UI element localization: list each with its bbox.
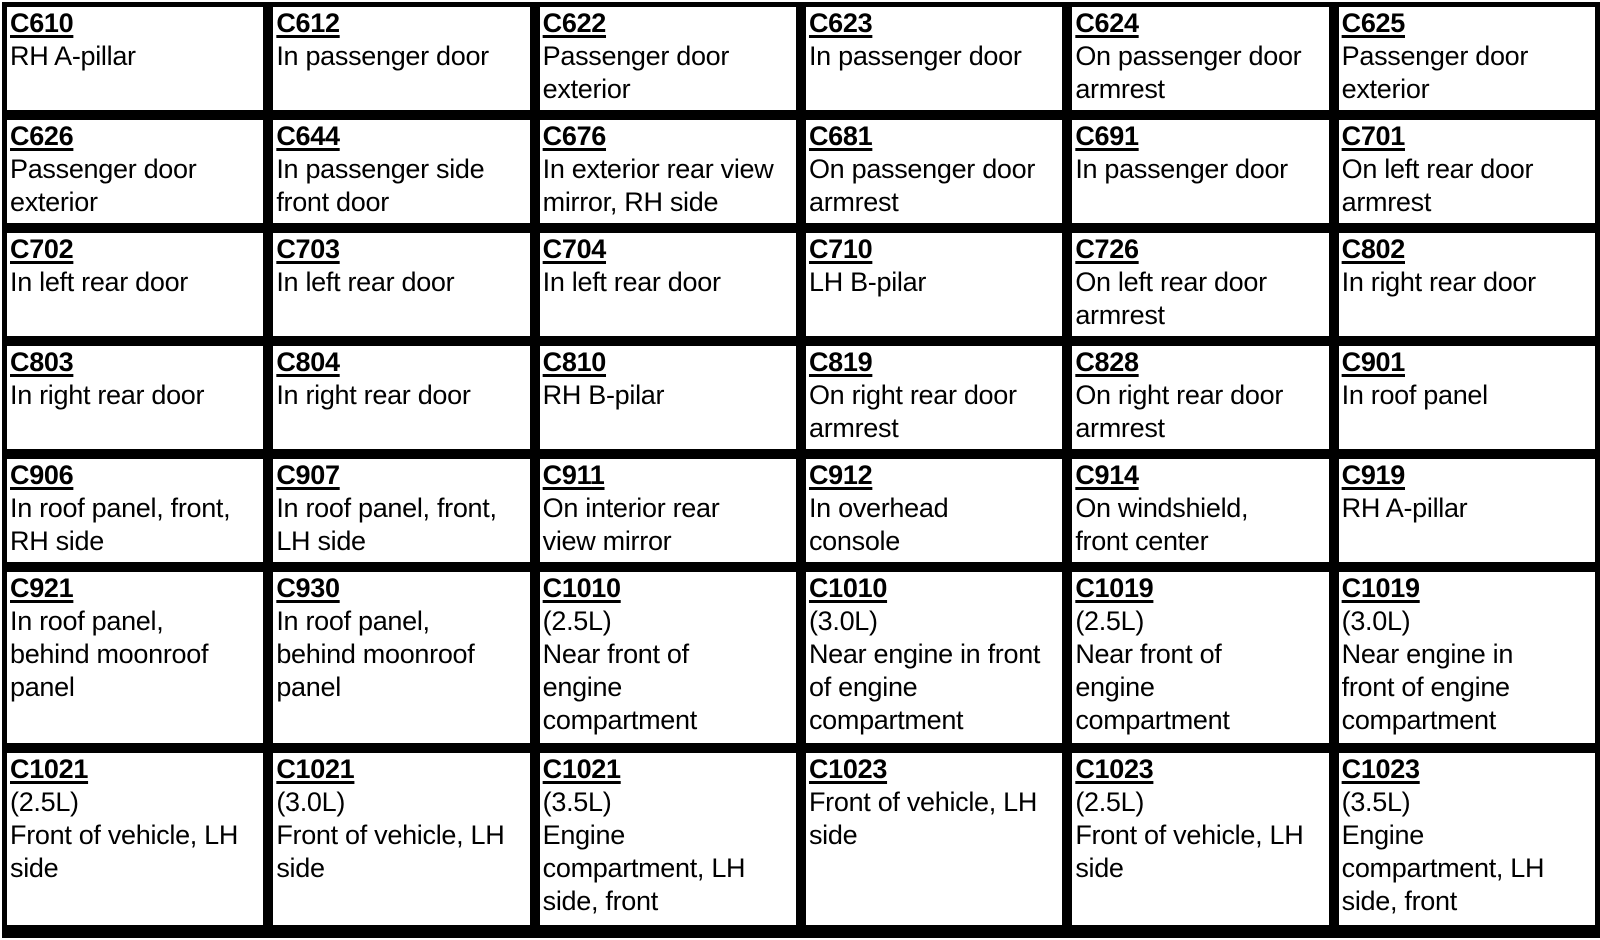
connector-cell <box>1337 5 1597 112</box>
connector-location-text: In right rear door <box>10 380 205 410</box>
connector-location-text: armrest <box>808 187 899 217</box>
connector-cell <box>1070 118 1330 225</box>
connector-location-text: Front of vehicle, LH <box>1075 820 1304 850</box>
connector-location-text: (2.5L) <box>1075 787 1145 817</box>
connector-cell <box>804 751 1064 927</box>
connector-location-text: On right rear door <box>1075 380 1284 410</box>
connector-location-text: In left rear door <box>10 267 188 297</box>
connector-location-text: In right rear door <box>1341 267 1536 297</box>
connector-code: C691 <box>1075 121 1139 151</box>
connector-cell <box>5 751 265 927</box>
connector-location-text: (2.5L) <box>542 606 612 636</box>
connector-location-text: On left rear door <box>1075 267 1267 297</box>
connector-location-text: side <box>10 853 59 883</box>
connector-location-text: (3.5L) <box>542 787 612 817</box>
connector-code: C1021 <box>10 754 89 784</box>
connector-location-text: (3.5L) <box>1341 787 1411 817</box>
connector-location-text: compartment <box>542 705 697 735</box>
connector-location-text: In passenger door <box>808 41 1022 71</box>
connector-code: C919 <box>1341 460 1405 490</box>
connector-code: C701 <box>1341 121 1405 151</box>
connector-code: C676 <box>542 121 607 151</box>
connector-location-text: side <box>276 853 325 883</box>
connector-location-text: In roof panel <box>1341 380 1488 410</box>
connector-code: C710 <box>808 234 873 264</box>
connector-location-text: On passenger door <box>1075 41 1302 71</box>
connector-code: C802 <box>1341 234 1405 264</box>
connector-cell <box>5 344 265 451</box>
connector-cell <box>1337 118 1597 225</box>
connector-location-text: Engine <box>542 820 625 850</box>
connector-cell <box>5 231 265 338</box>
connector-code: C704 <box>542 234 607 264</box>
connector-location-text: front center <box>1075 526 1209 556</box>
connector-location-text: Engine <box>1341 820 1424 850</box>
connector-code: C1010 <box>542 573 621 603</box>
connector-location-text: panel <box>10 672 75 702</box>
connector-location-text: compartment <box>1075 705 1230 735</box>
connector-location-text: compartment <box>808 705 964 735</box>
connector-code: C828 <box>1075 347 1139 377</box>
connector-code: C681 <box>808 121 873 151</box>
connector-location-text: Front of vehicle, LH <box>276 820 505 850</box>
connector-code: C726 <box>1075 234 1139 264</box>
connector-cell <box>271 751 531 927</box>
connector-code: C803 <box>10 347 74 377</box>
connector-cell <box>5 457 265 564</box>
connector-cell <box>538 570 798 745</box>
connector-code: C626 <box>10 121 74 151</box>
connector-cell <box>804 457 1064 564</box>
connector-cell <box>1070 231 1330 338</box>
connector-location-text: Passenger door <box>542 41 730 71</box>
connector-location-text: In exterior rear view <box>542 154 774 184</box>
connector-location-text: On interior rear <box>542 493 720 523</box>
connector-location-text: of engine <box>808 672 918 702</box>
connector-location-text: In left rear door <box>542 267 721 297</box>
connector-code: C1021 <box>542 754 621 784</box>
connector-cell <box>5 570 265 745</box>
connector-location-text: side <box>1075 853 1124 883</box>
connector-cell <box>804 118 1064 225</box>
connector-location-text: (2.5L) <box>1075 606 1145 636</box>
connector-cell <box>1070 570 1330 745</box>
connector-code: C912 <box>808 460 873 490</box>
connector-location-text: front door <box>276 187 389 217</box>
connector-code: C810 <box>542 347 607 377</box>
connector-cell <box>804 231 1064 338</box>
connector-location-table <box>2 2 1600 938</box>
connector-location-text: LH B-pilar <box>808 267 927 297</box>
connector-code: C907 <box>276 460 340 490</box>
connector-location-text: In passenger door <box>276 41 489 71</box>
connector-cell <box>1070 751 1330 927</box>
connector-location-text: compartment, LH <box>1341 853 1545 883</box>
connector-cell <box>804 570 1064 745</box>
connector-location-text: Front of vehicle, LH <box>10 820 239 850</box>
connector-code: C623 <box>808 8 873 38</box>
connector-code: C703 <box>276 234 340 264</box>
connector-cell <box>538 118 798 225</box>
connector-location-text: panel <box>276 672 341 702</box>
connector-location-text: armrest <box>1075 74 1165 104</box>
connector-cell <box>1070 344 1330 451</box>
connector-location-text: RH B-pilar <box>542 380 665 410</box>
connector-cell <box>538 344 798 451</box>
connector-location-text: armrest <box>808 413 899 443</box>
connector-code: C914 <box>1075 460 1139 490</box>
connector-code: C921 <box>10 573 74 603</box>
connector-cell <box>5 118 265 225</box>
connector-code: C911 <box>542 460 605 490</box>
connector-code: C1019 <box>1341 573 1420 603</box>
connector-cell <box>271 5 531 112</box>
connector-code: C906 <box>10 460 74 490</box>
connector-location-text: engine <box>1075 672 1155 702</box>
connector-location-text: In passenger side <box>276 154 485 184</box>
connector-cell <box>538 457 798 564</box>
connector-code: C612 <box>276 8 340 38</box>
connector-cell <box>1337 457 1597 564</box>
connector-location-text: Passenger door <box>1341 41 1529 71</box>
connector-code: C1019 <box>1075 573 1154 603</box>
connector-cell <box>804 344 1064 451</box>
connector-location-text: compartment <box>1341 705 1496 735</box>
connector-code: C702 <box>10 234 74 264</box>
connector-location-text: (3.0L) <box>808 606 878 636</box>
connector-code: C624 <box>1075 8 1139 38</box>
connector-code: C1023 <box>1075 754 1154 784</box>
connector-location-text: In roof panel, <box>276 606 430 636</box>
connector-location-text: RH A-pillar <box>1341 493 1468 523</box>
connector-location-text: armrest <box>1075 413 1165 443</box>
connector-location-text: mirror, RH side <box>542 187 719 217</box>
connector-cell <box>538 5 798 112</box>
connector-code: C930 <box>276 573 340 603</box>
connector-cell <box>538 751 798 927</box>
connector-location-text: behind moonroof <box>276 639 475 669</box>
connector-location-text: In left rear door <box>276 267 455 297</box>
connector-location-text: armrest <box>1075 300 1165 330</box>
connector-cell <box>1337 231 1597 338</box>
connector-cell <box>1337 570 1597 745</box>
connector-location-text: exterior <box>542 74 631 104</box>
connector-location-text: view mirror <box>542 526 672 556</box>
connector-location-text: (2.5L) <box>10 787 79 817</box>
connector-location-text: LH side <box>276 526 366 556</box>
connector-cell <box>538 231 798 338</box>
connector-location-text: In overhead <box>808 493 949 523</box>
connector-cell <box>271 457 531 564</box>
connector-code: C622 <box>542 8 607 38</box>
connector-location-text: compartment, LH <box>542 853 746 883</box>
connector-location-text: Passenger door <box>10 154 197 184</box>
connector-location-text: RH A-pillar <box>10 41 136 71</box>
connector-location-text: Front of vehicle, LH <box>808 787 1038 817</box>
connector-cell <box>271 118 531 225</box>
connector-cell <box>271 344 531 451</box>
connector-cell <box>804 5 1064 112</box>
connector-location-text: Near front of <box>1075 639 1222 669</box>
connector-code: C804 <box>276 347 340 377</box>
connector-cell <box>271 570 531 745</box>
connector-location-text: Near engine in <box>1341 639 1514 669</box>
connector-location-text: (3.0L) <box>1341 606 1411 636</box>
connector-cell <box>1070 5 1330 112</box>
connector-code: C1023 <box>808 754 888 784</box>
connector-location-text: On right rear door <box>808 380 1017 410</box>
connector-location-text: engine <box>542 672 622 702</box>
connector-location-text: side <box>808 820 858 850</box>
connector-location-text: On windshield, <box>1075 493 1249 523</box>
connector-location-text: console <box>808 526 900 556</box>
connector-cell <box>1070 457 1330 564</box>
connector-code: C610 <box>10 8 74 38</box>
connector-location-text: In roof panel, front, <box>10 493 231 523</box>
connector-location-text: In passenger door <box>1075 154 1288 184</box>
connector-cell <box>5 5 265 112</box>
connector-code: C1010 <box>808 573 888 603</box>
connector-location-text: On passenger door <box>808 154 1036 184</box>
connector-location-text: exterior <box>10 187 98 217</box>
connector-location-text: side, front <box>1341 886 1457 916</box>
connector-location-text: Near engine in front <box>808 639 1041 669</box>
connector-code: C1021 <box>276 754 355 784</box>
connector-code: C819 <box>808 347 873 377</box>
connector-code: C625 <box>1341 8 1405 38</box>
connector-location-text: armrest <box>1341 187 1432 217</box>
connector-location-text: behind moonroof <box>10 639 209 669</box>
connector-code: C1023 <box>1341 754 1420 784</box>
connector-location-text: In roof panel, front, <box>276 493 497 523</box>
connector-location-text: In roof panel, <box>10 606 164 636</box>
connector-location-text: RH side <box>10 526 104 556</box>
connector-cell <box>1337 751 1597 927</box>
connector-cell <box>271 231 531 338</box>
connector-location-text: In right rear door <box>276 380 471 410</box>
connector-location-text: Near front of <box>542 639 689 669</box>
connector-cell <box>1337 344 1597 451</box>
connector-code: C644 <box>276 121 340 151</box>
connector-location-text: On left rear door <box>1341 154 1534 184</box>
connector-code: C901 <box>1341 347 1405 377</box>
connector-location-text: front of engine <box>1341 672 1510 702</box>
connector-location-text: exterior <box>1341 74 1430 104</box>
connector-location-text: side, front <box>542 886 658 916</box>
connector-location-text: (3.0L) <box>276 787 346 817</box>
